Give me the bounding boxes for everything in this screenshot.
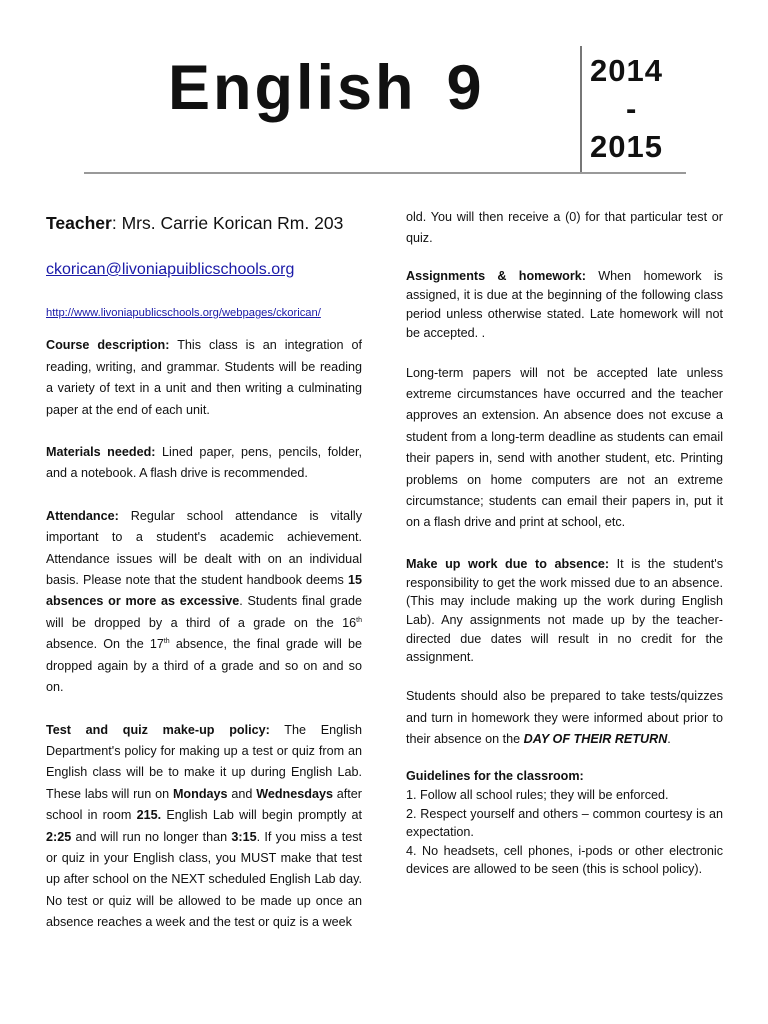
course-title-text: English bbox=[168, 53, 417, 123]
course-title bbox=[168, 50, 485, 126]
attendance-heading: Attendance: bbox=[46, 508, 119, 523]
course-description bbox=[46, 335, 362, 421]
materials-text: Lined paper, pens, pencils, folder, and a notebook. A flash drive is recommended. bbox=[46, 445, 362, 481]
assignments-text: When homework is assigned, it is due at the beginning of the following class period unless otherwise stated. Late homework will not be accepted. . bbox=[406, 268, 723, 341]
superscript: th bbox=[163, 638, 170, 646]
assignments-homework bbox=[406, 267, 723, 344]
lab-day-wednesday: Wednesdays bbox=[256, 786, 333, 801]
test-policy-text: English Lab will begin promptly at bbox=[161, 808, 362, 823]
prepared-note bbox=[406, 686, 723, 750]
classroom-guidelines bbox=[406, 767, 723, 879]
test-policy-text: and will run no longer than bbox=[71, 829, 232, 844]
assignments-heading: Assignments & homework: bbox=[406, 268, 586, 283]
long-term-papers: Long-term papers will not be accepted late unless extreme circumstances have occurred and the teacher approves an extension. An absence does not excuse a student from a long-term deadline as students can email their papers in, send with another student, etc. Printing problems on home computers are not an extreme circumstance; students can email their papers in, put it on a flash drive and print at school, etc. bbox=[406, 365, 723, 530]
attendance-bold: 15 absences or more as excessive bbox=[46, 573, 362, 609]
superscript: th bbox=[356, 616, 362, 624]
guideline-item: 4. No headsets, cell phones, i-pods or other electronic devices are allowed to be seen (this is school policy). bbox=[406, 843, 723, 877]
attendance-section bbox=[46, 506, 362, 699]
attendance-text-3: absence. On the 17 bbox=[46, 637, 164, 652]
guidelines-heading: Guidelines for the classroom: bbox=[406, 769, 584, 784]
guideline-item: 2. Respect yourself and others – common courtesy is an expectation. bbox=[406, 806, 723, 840]
header-divider bbox=[84, 172, 686, 174]
test-policy-text: The English Department's policy for making up a test or quiz from an English class will be to make it up during English Lab. These labs will run on bbox=[46, 722, 362, 801]
left-column bbox=[46, 206, 362, 934]
vertical-divider bbox=[580, 46, 582, 172]
prepared-end: . bbox=[667, 731, 671, 746]
materials-needed bbox=[46, 442, 362, 485]
test-policy-text: and bbox=[227, 786, 257, 801]
test-policy-text: . If you miss a test or quiz in your English class, you MUST make that test up after school on the NEXT scheduled English Lab day. No test or quiz will be allowed to be made up once an absence reaches a week and the test or quiz is a week bbox=[46, 829, 363, 930]
test-policy-continued: old. You will then receive a (0) for that particular test or quiz. bbox=[406, 210, 723, 246]
year-dash: - bbox=[626, 91, 638, 126]
teacher-name: Mrs. Carrie Korican Rm. 203 bbox=[121, 213, 344, 233]
teacher-webpage-link[interactable]: http://www.livoniapublicschools.org/webpages/ckorican/ bbox=[46, 307, 321, 319]
teacher-email-link[interactable]: ckorican@livoniapuiblicschools.org bbox=[46, 261, 295, 278]
school-year bbox=[590, 52, 663, 166]
teacher-colon: : bbox=[111, 213, 117, 233]
lab-day-monday: Mondays bbox=[172, 786, 228, 801]
lab-start-time: 2:25 bbox=[46, 829, 72, 844]
materials-heading: Materials needed: bbox=[46, 445, 156, 460]
course-number: 9 bbox=[446, 53, 485, 123]
year-end: 2015 bbox=[590, 129, 663, 164]
return-day-emphasis: DAY OF THEIR RETURN bbox=[523, 731, 668, 746]
teacher-label: Teacher bbox=[46, 213, 112, 233]
right-column bbox=[406, 207, 723, 879]
makeup-heading: Make up work due to absence: bbox=[406, 556, 610, 571]
attendance-text-2: . Students final grade will be dropped by a third of a grade on the 16 bbox=[46, 594, 362, 630]
lab-end-time: 3:15 bbox=[231, 829, 257, 844]
makeup-text: It is the student's responsibility to get the work missed due to an absence. (This may include making up the work during English Lab). Any assignments not made up by the teacher-directed due dates will result in no credit for the assignment. bbox=[406, 556, 723, 665]
guideline-item: 1. Follow all school rules; they will be enforced. bbox=[406, 787, 669, 802]
course-description-text: This class is an integration of reading, writing, and grammar. Students will be reading a variety of text in a unit and then writing a culminating paper at the end of each unit. bbox=[46, 338, 363, 417]
test-policy-heading: Test and quiz make-up policy: bbox=[46, 722, 270, 737]
attendance-text: Regular school attendance is vitally important to a student's academic achievement. Attendance issues will be dealt with on an individual basis. Please note that the student handbook deems bbox=[46, 508, 362, 588]
prepared-text: Students should also be prepared to take tests/quizzes and turn in homework they were informed about prior to their absence on the bbox=[406, 689, 723, 746]
attendance-text-4: absence, the final grade will be dropped again by a third of a grade and so on and so on. bbox=[46, 637, 362, 695]
test-policy-text: after school in room bbox=[46, 786, 362, 823]
year-start: 2014 bbox=[590, 53, 663, 88]
test-makeup-policy bbox=[46, 720, 362, 934]
lab-room: 215. bbox=[136, 808, 162, 823]
course-description-heading: Course description: bbox=[46, 338, 170, 353]
makeup-work bbox=[406, 555, 723, 667]
teacher-line bbox=[46, 208, 362, 238]
